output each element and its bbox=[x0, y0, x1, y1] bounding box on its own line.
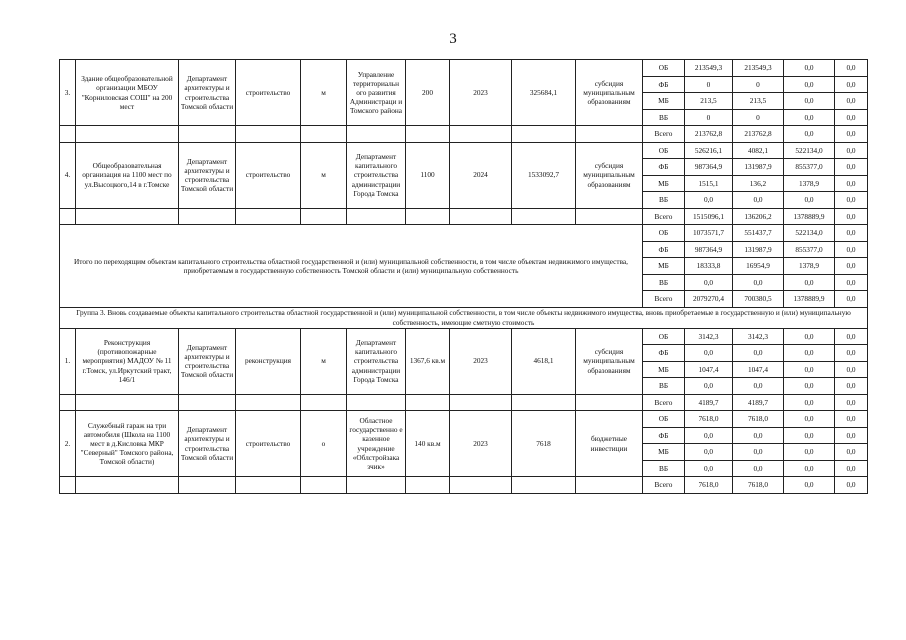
value-2024: 0,0 bbox=[784, 345, 835, 362]
value-2024: 0,0 bbox=[784, 460, 835, 477]
value-2023: 7618,0 bbox=[733, 411, 784, 428]
empty-cell bbox=[236, 477, 301, 494]
value-total: 1047,4 bbox=[685, 361, 733, 378]
department: Департамент архитектуры и строительства Томской области bbox=[179, 60, 236, 126]
empty-cell bbox=[301, 477, 347, 494]
year: 2023 bbox=[450, 411, 512, 477]
value-2024: 1378889,9 bbox=[784, 291, 835, 308]
budget-source: МБ bbox=[643, 93, 685, 110]
budget-source: ВБ bbox=[643, 109, 685, 126]
value-2023: 16954,9 bbox=[733, 258, 784, 275]
empty-cell bbox=[236, 394, 301, 411]
year: 2023 bbox=[450, 60, 512, 126]
object-name: Общеобразовательная организация на 1100 мест по ул.Высоцкого,14 в г.Томске bbox=[76, 142, 179, 208]
ownership: м bbox=[301, 60, 347, 126]
value-2024: 0,0 bbox=[784, 378, 835, 395]
value-2024: 0,0 bbox=[784, 444, 835, 461]
empty-cell bbox=[179, 477, 236, 494]
value-2025: 0,0 bbox=[835, 225, 868, 242]
value-2025: 0,0 bbox=[835, 76, 868, 93]
value-2023: 136,2 bbox=[733, 175, 784, 192]
value-total: 0 bbox=[685, 76, 733, 93]
capacity: 200 bbox=[406, 60, 450, 126]
value-2025: 0,0 bbox=[835, 291, 868, 308]
budget-source: Всего bbox=[643, 394, 685, 411]
empty-cell bbox=[60, 126, 76, 143]
total-row bbox=[60, 225, 868, 242]
empty-cell bbox=[301, 208, 347, 225]
group-3-title: Группа 3. Вновь создаваемые объекты капитального строительства областной государственной и (или) муниципальной собственности, в том числе объекты недвижимого имущества, вновь приобретаемые в государственную и (или) муниципальную собственность, имеющие сметную стоимость bbox=[60, 307, 868, 328]
value-2025: 0,0 bbox=[835, 258, 868, 275]
value-2025: 0,0 bbox=[835, 126, 868, 143]
empty-cell bbox=[406, 477, 450, 494]
empty-cell bbox=[60, 208, 76, 225]
value-total: 0,0 bbox=[685, 345, 733, 362]
value-total: 213,5 bbox=[685, 93, 733, 110]
value-total: 0,0 bbox=[685, 274, 733, 291]
budget-source: ОБ bbox=[643, 411, 685, 428]
value-2025: 0,0 bbox=[835, 93, 868, 110]
value-total: 0,0 bbox=[685, 378, 733, 395]
value-2023: 213549,3 bbox=[733, 60, 784, 77]
value-2024: 522134,0 bbox=[784, 225, 835, 242]
budget-source: ОБ bbox=[643, 60, 685, 77]
value-2024: 0,0 bbox=[784, 126, 835, 143]
department: Департамент архитектуры и строительства Томской области bbox=[179, 411, 236, 477]
empty-cell bbox=[179, 126, 236, 143]
value-total: 1515096,1 bbox=[685, 208, 733, 225]
value-2023: 0,0 bbox=[733, 427, 784, 444]
value-2024: 0,0 bbox=[784, 427, 835, 444]
value-total: 18333,8 bbox=[685, 258, 733, 275]
budget-source: МБ bbox=[643, 361, 685, 378]
row-number: 4. bbox=[60, 142, 76, 208]
budget-source: МБ bbox=[643, 444, 685, 461]
value-2023: 0,0 bbox=[733, 192, 784, 209]
empty-cell bbox=[576, 126, 643, 143]
value-2025: 0,0 bbox=[835, 477, 868, 494]
customer: Управление территориальн ого развития Администраци и Томского района bbox=[347, 60, 406, 126]
work-type: строительство bbox=[236, 142, 301, 208]
empty-cell bbox=[236, 208, 301, 225]
value-2025: 0,0 bbox=[835, 411, 868, 428]
table-row bbox=[60, 477, 868, 494]
ownership: о bbox=[301, 411, 347, 477]
value-2024: 0,0 bbox=[784, 361, 835, 378]
budget-source: Всего bbox=[643, 208, 685, 225]
budget-source: ВБ bbox=[643, 274, 685, 291]
value-2023: 131987,9 bbox=[733, 159, 784, 176]
value-2024: 0,0 bbox=[784, 76, 835, 93]
value-2025: 0,0 bbox=[835, 444, 868, 461]
value-2023: 3142,3 bbox=[733, 328, 784, 345]
value-2024: 0,0 bbox=[784, 328, 835, 345]
empty-cell bbox=[347, 394, 406, 411]
budget-source: ОБ bbox=[643, 328, 685, 345]
budget-source: ВБ bbox=[643, 460, 685, 477]
value-2025: 0,0 bbox=[835, 208, 868, 225]
value-2025: 0,0 bbox=[835, 175, 868, 192]
value-2024: 0,0 bbox=[784, 192, 835, 209]
funding-type: субсидия муниципальным образованиям bbox=[576, 60, 643, 126]
work-type: строительство bbox=[236, 411, 301, 477]
empty-cell bbox=[512, 394, 576, 411]
value-total: 4189,7 bbox=[685, 394, 733, 411]
capacity: 1100 bbox=[406, 142, 450, 208]
table-row bbox=[60, 208, 868, 225]
budget-source: ФБ bbox=[643, 345, 685, 362]
value-total: 0,0 bbox=[685, 427, 733, 444]
empty-cell bbox=[576, 477, 643, 494]
value-total: 0,0 bbox=[685, 192, 733, 209]
department: Департамент архитектуры и строительства Томской области bbox=[179, 142, 236, 208]
value-2024: 0,0 bbox=[784, 60, 835, 77]
value-total: 1073571,7 bbox=[685, 225, 733, 242]
empty-cell bbox=[347, 126, 406, 143]
empty-cell bbox=[76, 394, 179, 411]
value-total: 3142,3 bbox=[685, 328, 733, 345]
value-2023: 131987,9 bbox=[733, 241, 784, 258]
value-total: 987364,9 bbox=[685, 241, 733, 258]
value-2025: 0,0 bbox=[835, 345, 868, 362]
value-total: 213762,8 bbox=[685, 126, 733, 143]
cost: 4618,1 bbox=[512, 328, 576, 394]
capacity: 1367,6 кв.м bbox=[406, 328, 450, 394]
funding-type: субсидия муниципальным образованиям bbox=[576, 328, 643, 394]
value-2023: 0,0 bbox=[733, 274, 784, 291]
page-number: 3 bbox=[449, 31, 457, 47]
table-row bbox=[60, 126, 868, 143]
value-2024: 855377,0 bbox=[784, 159, 835, 176]
table-row bbox=[60, 60, 868, 77]
empty-cell bbox=[236, 126, 301, 143]
budget-source: ФБ bbox=[643, 76, 685, 93]
value-2025: 0,0 bbox=[835, 60, 868, 77]
value-2024: 0,0 bbox=[784, 93, 835, 110]
value-2023: 0,0 bbox=[733, 378, 784, 395]
investment-table bbox=[59, 59, 868, 494]
budget-source: ОБ bbox=[643, 142, 685, 159]
table-row bbox=[60, 142, 868, 159]
value-2023: 1047,4 bbox=[733, 361, 784, 378]
value-2023: 551437,7 bbox=[733, 225, 784, 242]
value-2023: 136206,2 bbox=[733, 208, 784, 225]
empty-cell bbox=[450, 126, 512, 143]
row-number: 2. bbox=[60, 411, 76, 477]
budget-source: ОБ bbox=[643, 225, 685, 242]
value-total: 1515,1 bbox=[685, 175, 733, 192]
group-header-row bbox=[60, 307, 868, 328]
value-2023: 700380,5 bbox=[733, 291, 784, 308]
empty-cell bbox=[512, 477, 576, 494]
value-2025: 0,0 bbox=[835, 109, 868, 126]
department: Департамент архитектуры и строительства Томской области bbox=[179, 328, 236, 394]
value-2024: 0,0 bbox=[784, 274, 835, 291]
value-2023: 0 bbox=[733, 109, 784, 126]
ownership: м bbox=[301, 328, 347, 394]
value-2025: 0,0 bbox=[835, 274, 868, 291]
empty-cell bbox=[179, 394, 236, 411]
value-2025: 0,0 bbox=[835, 142, 868, 159]
budget-source: Всего bbox=[643, 126, 685, 143]
value-total: 987364,9 bbox=[685, 159, 733, 176]
empty-cell bbox=[76, 126, 179, 143]
cost: 7618 bbox=[512, 411, 576, 477]
empty-cell bbox=[301, 394, 347, 411]
value-2025: 0,0 bbox=[835, 361, 868, 378]
empty-cell bbox=[347, 477, 406, 494]
value-2023: 213,5 bbox=[733, 93, 784, 110]
value-2025: 0,0 bbox=[835, 427, 868, 444]
work-type: реконструкция bbox=[236, 328, 301, 394]
customer: Департамент капитального строительства администрации Города Томска bbox=[347, 328, 406, 394]
value-2025: 0,0 bbox=[835, 460, 868, 477]
empty-cell bbox=[450, 208, 512, 225]
value-total: 7618,0 bbox=[685, 411, 733, 428]
value-total: 0 bbox=[685, 109, 733, 126]
empty-cell bbox=[450, 477, 512, 494]
empty-cell bbox=[76, 477, 179, 494]
table-row bbox=[60, 394, 868, 411]
value-2025: 0,0 bbox=[835, 241, 868, 258]
budget-source: ВБ bbox=[643, 192, 685, 209]
value-2024: 1378,9 bbox=[784, 175, 835, 192]
empty-cell bbox=[576, 394, 643, 411]
value-2024: 0,0 bbox=[784, 411, 835, 428]
empty-cell bbox=[60, 394, 76, 411]
budget-source: Всего bbox=[643, 291, 685, 308]
empty-cell bbox=[406, 394, 450, 411]
value-2023: 4189,7 bbox=[733, 394, 784, 411]
value-total: 526216,1 bbox=[685, 142, 733, 159]
empty-cell bbox=[406, 126, 450, 143]
object-name: Служебный гараж на три автомобиля (Школа на 1100 мест в д.Кисловка МКР "Северный" Томского района, Томской области) bbox=[76, 411, 179, 477]
empty-cell bbox=[60, 477, 76, 494]
year: 2024 bbox=[450, 142, 512, 208]
total-label: Итого по переходящим объектам капитального строительства областной государственной и (или) муниципальной собственности, в том числе объектам недвижимого имущества, приобретаемым в государственную собственность Томской области и (или) муниципальную собственность bbox=[60, 225, 643, 308]
budget-source: ФБ bbox=[643, 159, 685, 176]
value-2025: 0,0 bbox=[835, 159, 868, 176]
value-2024: 0,0 bbox=[784, 109, 835, 126]
value-total: 213549,3 bbox=[685, 60, 733, 77]
budget-source: МБ bbox=[643, 258, 685, 275]
value-2023: 0 bbox=[733, 76, 784, 93]
budget-source: Всего bbox=[643, 477, 685, 494]
funding-type: субсидия муниципальным образованиям bbox=[576, 142, 643, 208]
empty-cell bbox=[76, 208, 179, 225]
customer: Областное государственно е казенное учреждение «Облстройзака зчик» bbox=[347, 411, 406, 477]
ownership: м bbox=[301, 142, 347, 208]
budget-source: ФБ bbox=[643, 241, 685, 258]
value-2025: 0,0 bbox=[835, 328, 868, 345]
value-2023: 7618,0 bbox=[733, 477, 784, 494]
value-2023: 0,0 bbox=[733, 444, 784, 461]
budget-source: ВБ bbox=[643, 378, 685, 395]
year: 2023 bbox=[450, 328, 512, 394]
value-2025: 0,0 bbox=[835, 394, 868, 411]
empty-cell bbox=[576, 208, 643, 225]
value-2024: 0,0 bbox=[784, 477, 835, 494]
value-2024: 0,0 bbox=[784, 394, 835, 411]
value-2024: 1378,9 bbox=[784, 258, 835, 275]
customer: Департамент капитального строительства администрации Города Томска bbox=[347, 142, 406, 208]
value-2024: 855377,0 bbox=[784, 241, 835, 258]
row-number: 1. bbox=[60, 328, 76, 394]
value-2023: 4082,1 bbox=[733, 142, 784, 159]
row-number: 3. bbox=[60, 60, 76, 126]
empty-cell bbox=[406, 208, 450, 225]
table-row bbox=[60, 328, 868, 345]
value-2023: 0,0 bbox=[733, 345, 784, 362]
budget-source: МБ bbox=[643, 175, 685, 192]
cost: 1533092,7 bbox=[512, 142, 576, 208]
value-total: 7618,0 bbox=[685, 477, 733, 494]
value-2024: 522134,0 bbox=[784, 142, 835, 159]
value-total: 0,0 bbox=[685, 444, 733, 461]
value-total: 0,0 bbox=[685, 460, 733, 477]
value-total: 2079270,4 bbox=[685, 291, 733, 308]
value-2023: 0,0 bbox=[733, 460, 784, 477]
object-name: Здание общеобразовательной организации МБОУ "Корниловская СОШ" на 200 мест bbox=[76, 60, 179, 126]
object-name: Реконструкция (противопожарные мероприятия) МАДОУ № 11 г.Томск, ул.Иркутский тракт, 146/1 bbox=[76, 328, 179, 394]
value-2024: 1378889,9 bbox=[784, 208, 835, 225]
empty-cell bbox=[179, 208, 236, 225]
empty-cell bbox=[450, 394, 512, 411]
table-row bbox=[60, 411, 868, 428]
empty-cell bbox=[512, 208, 576, 225]
value-2023: 213762,8 bbox=[733, 126, 784, 143]
empty-cell bbox=[512, 126, 576, 143]
cost: 325684,1 bbox=[512, 60, 576, 126]
funding-type: бюджетные инвестиции bbox=[576, 411, 643, 477]
empty-cell bbox=[301, 126, 347, 143]
value-2025: 0,0 bbox=[835, 378, 868, 395]
value-2025: 0,0 bbox=[835, 192, 868, 209]
capacity: 140 кв.м bbox=[406, 411, 450, 477]
work-type: строительство bbox=[236, 60, 301, 126]
budget-source: ФБ bbox=[643, 427, 685, 444]
empty-cell bbox=[347, 208, 406, 225]
